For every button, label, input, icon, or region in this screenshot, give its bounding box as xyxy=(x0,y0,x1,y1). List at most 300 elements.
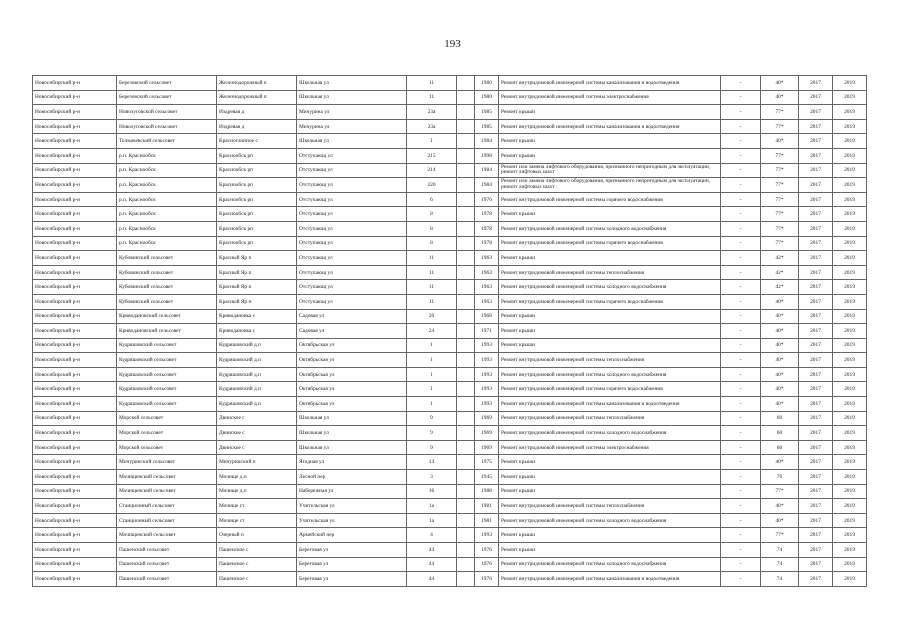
street-cell: Отступающ ул xyxy=(297,148,407,163)
settlement-council-cell: Пашенский сельсовет xyxy=(117,543,217,558)
year-built-cell: 1976 xyxy=(475,543,499,558)
table-row xyxy=(33,251,867,266)
house-number-cell: 44 xyxy=(407,557,457,572)
street-cell: Школьная ул xyxy=(297,134,407,149)
work-type-cell: Ремонт крыши xyxy=(499,528,721,543)
settlement-council-cell: Мочищенский сельсовет xyxy=(117,528,217,543)
district-cell: Новосибирский р-н xyxy=(33,440,117,455)
locality-cell: Краснообск рп xyxy=(217,148,297,163)
house-number-cell: 11 xyxy=(407,265,457,280)
street-cell: Учительская ул xyxy=(297,499,407,514)
wear-percent-cell: 77* xyxy=(761,221,799,236)
wear-percent-cell: 77* xyxy=(761,163,799,178)
house-number-cell: 44 xyxy=(407,543,457,558)
table-row xyxy=(33,192,867,207)
end-year-cell: 2019 xyxy=(833,324,867,339)
building-cell xyxy=(457,324,475,339)
work-type-cell: Ремонт крыши xyxy=(499,309,721,324)
settlement-council-cell: Новолуговской сельсовет xyxy=(117,105,217,120)
table-row xyxy=(33,426,867,441)
district-cell: Новосибирский р-н xyxy=(33,543,117,558)
wear-percent-cell: 40* xyxy=(761,367,799,382)
building-cell xyxy=(457,543,475,558)
amount-cell: - xyxy=(721,119,761,134)
work-type-cell: Ремонт крыши xyxy=(499,148,721,163)
amount-cell: - xyxy=(721,543,761,558)
year-built-cell: 1969 xyxy=(475,440,499,455)
street-cell: Школьная ул xyxy=(297,76,407,91)
end-year-cell: 2019 xyxy=(833,236,867,251)
end-year-cell: 2019 xyxy=(833,280,867,295)
house-number-cell: 44 xyxy=(407,572,457,587)
building-cell xyxy=(457,397,475,412)
end-year-cell: 2019 xyxy=(833,192,867,207)
settlement-council-cell: Пашенский сельсовет xyxy=(117,557,217,572)
street-cell: Учительская ул xyxy=(297,513,407,528)
wear-percent-cell: 40* xyxy=(761,309,799,324)
table-row xyxy=(33,382,867,397)
street-cell: Школьная ул xyxy=(297,411,407,426)
street-cell: Отступающ ул xyxy=(297,163,407,178)
settlement-council-cell: Морской сельсовет xyxy=(117,440,217,455)
work-type-cell: Ремонт внутридомовой инженерной системы канализования и водоотведения xyxy=(499,397,721,412)
start-year-cell: 2017 xyxy=(799,207,833,222)
end-year-cell: 2019 xyxy=(833,411,867,426)
house-number-cell: 20 xyxy=(407,309,457,324)
wear-percent-cell: 40* xyxy=(761,397,799,412)
end-year-cell: 2019 xyxy=(833,105,867,120)
end-year-cell: 2019 xyxy=(833,338,867,353)
locality-cell: Красный Яр п xyxy=(217,280,297,295)
end-year-cell: 2019 xyxy=(833,528,867,543)
locality-cell: Мичуринский п xyxy=(217,455,297,470)
house-number-cell: 214 xyxy=(407,163,457,178)
amount-cell: - xyxy=(721,426,761,441)
table-row xyxy=(33,236,867,251)
locality-cell: Криводановка с xyxy=(217,324,297,339)
start-year-cell: 2017 xyxy=(799,528,833,543)
end-year-cell: 2019 xyxy=(833,397,867,412)
wear-percent-cell: 74 xyxy=(761,557,799,572)
district-cell: Новосибирский р-н xyxy=(33,90,117,105)
table-row xyxy=(33,178,867,193)
building-cell xyxy=(457,426,475,441)
wear-percent-cell: 40* xyxy=(761,134,799,149)
wear-percent-cell: 77* xyxy=(761,148,799,163)
building-cell xyxy=(457,382,475,397)
district-cell: Новосибирский р-н xyxy=(33,221,117,236)
settlement-council-cell: р.п. Краснообск xyxy=(117,236,217,251)
year-built-cell: 1976 xyxy=(475,192,499,207)
work-type-cell: Ремонт крыши xyxy=(499,455,721,470)
district-cell: Новосибирский р-н xyxy=(33,294,117,309)
amount-cell: - xyxy=(721,163,761,178)
amount-cell: - xyxy=(721,207,761,222)
work-type-cell: Ремонт внутридомовой инженерной системы теплоснабжения xyxy=(499,499,721,514)
street-cell: Школьная ул xyxy=(297,90,407,105)
table-row xyxy=(33,572,867,587)
amount-cell: - xyxy=(721,367,761,382)
house-number-cell: 1 xyxy=(407,397,457,412)
building-cell xyxy=(457,134,475,149)
street-cell: Набережная ул xyxy=(297,484,407,499)
start-year-cell: 2017 xyxy=(799,309,833,324)
start-year-cell: 2017 xyxy=(799,294,833,309)
locality-cell: Двинское с xyxy=(217,411,297,426)
street-cell: Отступающ ул xyxy=(297,251,407,266)
amount-cell: - xyxy=(721,572,761,587)
settlement-council-cell: р.п. Краснообск xyxy=(117,178,217,193)
wear-percent-cell: 77* xyxy=(761,192,799,207)
locality-cell: Мочище ст xyxy=(217,499,297,514)
wear-percent-cell: 40* xyxy=(761,499,799,514)
amount-cell: - xyxy=(721,251,761,266)
table-row xyxy=(33,90,867,105)
work-type-cell: Ремонт внутридомовой инженерной системы холодного водоснабжения xyxy=(499,221,721,236)
house-number-cell: 1 xyxy=(407,367,457,382)
year-built-cell: 1968 xyxy=(475,309,499,324)
work-type-cell: Ремонт внутридомовой инженерной системы холодного водоснабжения xyxy=(499,367,721,382)
settlement-council-cell: Кубовинский сельсовет xyxy=(117,265,217,280)
work-type-cell: Ремонт крыши xyxy=(499,105,721,120)
start-year-cell: 2017 xyxy=(799,90,833,105)
building-cell xyxy=(457,455,475,470)
work-type-cell: Ремонт внутридомовой инженерной системы горячего водоснабжения xyxy=(499,192,721,207)
year-built-cell: 1984 xyxy=(475,134,499,149)
settlement-council-cell: Мичуринский сельсовет xyxy=(117,455,217,470)
amount-cell: - xyxy=(721,236,761,251)
district-cell: Новосибирский р-н xyxy=(33,178,117,193)
settlement-council-cell: Кудряшовский сельсовет xyxy=(117,353,217,368)
house-number-cell: 11 xyxy=(407,76,457,91)
settlement-council-cell: Морской сельсовет xyxy=(117,426,217,441)
street-cell: Ягодная ул xyxy=(297,455,407,470)
locality-cell: Кудряшовский д.п xyxy=(217,367,297,382)
house-number-cell: 1 xyxy=(407,382,457,397)
end-year-cell: 2019 xyxy=(833,513,867,528)
district-cell: Новосибирский р-н xyxy=(33,192,117,207)
house-number-cell: 9 xyxy=(407,411,457,426)
building-cell xyxy=(457,309,475,324)
start-year-cell: 2017 xyxy=(799,484,833,499)
locality-cell: Пашенское с xyxy=(217,557,297,572)
settlement-council-cell: р.п. Краснообск xyxy=(117,207,217,222)
house-number-cell: 6 xyxy=(407,192,457,207)
settlement-council-cell: Кубовинский сельсовет xyxy=(117,251,217,266)
building-cell xyxy=(457,528,475,543)
start-year-cell: 2017 xyxy=(799,499,833,514)
wear-percent-cell: 42* xyxy=(761,265,799,280)
table-row xyxy=(33,440,867,455)
district-cell: Новосибирский р-н xyxy=(33,134,117,149)
settlement-council-cell: Новолуговской сельсовет xyxy=(117,119,217,134)
table-row xyxy=(33,105,867,120)
district-cell: Новосибирский р-н xyxy=(33,265,117,280)
wear-percent-cell: 77* xyxy=(761,105,799,120)
year-built-cell: 1984 xyxy=(475,178,499,193)
end-year-cell: 2019 xyxy=(833,119,867,134)
street-cell: Октябрьская ул xyxy=(297,353,407,368)
house-number-cell: 11 xyxy=(407,251,457,266)
locality-cell: Кудряшовский д.п xyxy=(217,382,297,397)
work-type-cell: Ремонт крыши xyxy=(499,134,721,149)
locality-cell: Кудряшовский д.п xyxy=(217,397,297,412)
work-type-cell: Ремонт внутридомовой инженерной системы холодного водоснабжения xyxy=(499,280,721,295)
locality-cell: Железнодорожный п xyxy=(217,90,297,105)
amount-cell: - xyxy=(721,280,761,295)
repair-registry-table xyxy=(32,75,867,587)
year-built-cell: 1976 xyxy=(475,572,499,587)
district-cell: Новосибирский р-н xyxy=(33,411,117,426)
district-cell: Новосибирский р-н xyxy=(33,324,117,339)
wear-percent-cell: 42* xyxy=(761,251,799,266)
settlement-council-cell: Кудряшовский сельсовет xyxy=(117,338,217,353)
start-year-cell: 2017 xyxy=(799,338,833,353)
table-row xyxy=(33,76,867,91)
work-type-cell: Ремонт внутридомовой инженерной системы теплоснабжения xyxy=(499,411,721,426)
amount-cell: - xyxy=(721,90,761,105)
district-cell: Новосибирский р-н xyxy=(33,76,117,91)
house-number-cell: 1 xyxy=(407,134,457,149)
amount-cell: - xyxy=(721,455,761,470)
amount-cell: - xyxy=(721,265,761,280)
locality-cell: Красный Яр п xyxy=(217,294,297,309)
work-type-cell: Ремонт внутридомовой инженерной системы холодного водоснабжения xyxy=(499,426,721,441)
house-number-cell: 14 xyxy=(407,455,457,470)
district-cell: Новосибирский р-н xyxy=(33,280,117,295)
district-cell: Новосибирский р-н xyxy=(33,207,117,222)
street-cell: Октябрьская ул xyxy=(297,338,407,353)
locality-cell: Издревая д xyxy=(217,119,297,134)
locality-cell: Кудряшовский д.п xyxy=(217,338,297,353)
building-cell xyxy=(457,513,475,528)
wear-percent-cell: 40* xyxy=(761,90,799,105)
work-type-cell: Ремонт крыши xyxy=(499,484,721,499)
building-cell xyxy=(457,367,475,382)
house-number-cell: 16 xyxy=(407,484,457,499)
house-number-cell: 11 xyxy=(407,90,457,105)
end-year-cell: 2019 xyxy=(833,309,867,324)
settlement-council-cell: р.п. Краснообск xyxy=(117,221,217,236)
building-cell xyxy=(457,148,475,163)
locality-cell: Пашенское с xyxy=(217,572,297,587)
year-built-cell: 1969 xyxy=(475,411,499,426)
house-number-cell: 220 xyxy=(407,178,457,193)
wear-percent-cell: 40* xyxy=(761,76,799,91)
building-cell xyxy=(457,440,475,455)
table-row xyxy=(33,207,867,222)
year-built-cell: 1985 xyxy=(475,119,499,134)
amount-cell: - xyxy=(721,411,761,426)
year-built-cell: 1963 xyxy=(475,265,499,280)
table-row xyxy=(33,309,867,324)
start-year-cell: 2017 xyxy=(799,105,833,120)
settlement-council-cell: Станционный сельсовет xyxy=(117,499,217,514)
district-cell: Новосибирский р-н xyxy=(33,470,117,485)
locality-cell: Краснообск рп xyxy=(217,236,297,251)
start-year-cell: 2017 xyxy=(799,148,833,163)
district-cell: Новосибирский р-н xyxy=(33,163,117,178)
district-cell: Новосибирский р-н xyxy=(33,236,117,251)
settlement-council-cell: р.п. Краснообск xyxy=(117,148,217,163)
wear-percent-cell: 40* xyxy=(761,324,799,339)
street-cell: Октябрьская ул xyxy=(297,382,407,397)
end-year-cell: 2019 xyxy=(833,426,867,441)
start-year-cell: 2017 xyxy=(799,76,833,91)
year-built-cell: 1945 xyxy=(475,470,499,485)
house-number-cell: 8 xyxy=(407,236,457,251)
district-cell: Новосибирский р-н xyxy=(33,148,117,163)
end-year-cell: 2019 xyxy=(833,76,867,91)
work-type-cell: Ремонт или замена лифтового оборудования, признанного непригодным для эксплуатации, ремонт лифтовых шахт xyxy=(499,178,721,193)
locality-cell: Издревая д xyxy=(217,105,297,120)
house-number-cell: 1 xyxy=(407,338,457,353)
street-cell: Садовая ул xyxy=(297,324,407,339)
district-cell: Новосибирский р-н xyxy=(33,353,117,368)
end-year-cell: 2019 xyxy=(833,148,867,163)
year-built-cell: 1978 xyxy=(475,221,499,236)
end-year-cell: 2019 xyxy=(833,353,867,368)
end-year-cell: 2019 xyxy=(833,484,867,499)
page-number: 193 xyxy=(444,38,461,50)
table-row xyxy=(33,367,867,382)
year-built-cell: 1963 xyxy=(475,251,499,266)
work-type-cell: Ремонт внутридомовой инженерной системы горячего водоснабжения xyxy=(499,294,721,309)
district-cell: Новосибирский р-н xyxy=(33,572,117,587)
amount-cell: - xyxy=(721,484,761,499)
house-number-cell: 23а xyxy=(407,105,457,120)
table-row xyxy=(33,280,867,295)
end-year-cell: 2019 xyxy=(833,557,867,572)
locality-cell: Мочище д.п xyxy=(217,484,297,499)
settlement-council-cell: Мочищенский сельсовет xyxy=(117,484,217,499)
amount-cell: - xyxy=(721,148,761,163)
table-row xyxy=(33,513,867,528)
district-cell: Новосибирский р-н xyxy=(33,382,117,397)
building-cell xyxy=(457,499,475,514)
start-year-cell: 2017 xyxy=(799,192,833,207)
locality-cell: Железнодорожный п xyxy=(217,76,297,91)
street-cell: Отступающ ул xyxy=(297,221,407,236)
table-row xyxy=(33,499,867,514)
work-type-cell: Ремонт внутридомовой инженерной системы холодного водоснабжения xyxy=(499,513,721,528)
amount-cell: - xyxy=(721,134,761,149)
amount-cell: - xyxy=(721,338,761,353)
start-year-cell: 2017 xyxy=(799,134,833,149)
building-cell xyxy=(457,353,475,368)
house-number-cell: 4 xyxy=(407,528,457,543)
locality-cell: Криводановка с xyxy=(217,309,297,324)
end-year-cell: 2019 xyxy=(833,499,867,514)
settlement-council-cell: Станционный сельсовет xyxy=(117,513,217,528)
start-year-cell: 2017 xyxy=(799,265,833,280)
start-year-cell: 2017 xyxy=(799,163,833,178)
amount-cell: - xyxy=(721,499,761,514)
locality-cell: Краснообск рп xyxy=(217,221,297,236)
locality-cell: Краснообск рп xyxy=(217,207,297,222)
wear-percent-cell: 74 xyxy=(761,572,799,587)
table-row xyxy=(33,353,867,368)
street-cell: Береговая ул xyxy=(297,572,407,587)
start-year-cell: 2017 xyxy=(799,178,833,193)
work-type-cell: Ремонт внутридомовой инженерной системы теплоснабжения xyxy=(499,353,721,368)
district-cell: Новосибирский р-н xyxy=(33,557,117,572)
work-type-cell: Ремонт крыши xyxy=(499,251,721,266)
end-year-cell: 2019 xyxy=(833,440,867,455)
building-cell xyxy=(457,557,475,572)
work-type-cell: Ремонт внутридомовой инженерной системы горячего водоснабжения xyxy=(499,382,721,397)
locality-cell: Красноглинное с xyxy=(217,134,297,149)
start-year-cell: 2017 xyxy=(799,426,833,441)
district-cell: Новосибирский р-н xyxy=(33,251,117,266)
start-year-cell: 2017 xyxy=(799,513,833,528)
street-cell: Отступающ ул xyxy=(297,294,407,309)
amount-cell: - xyxy=(721,294,761,309)
wear-percent-cell: 70 xyxy=(761,470,799,485)
settlement-council-cell: Толмачевский сельсовет xyxy=(117,134,217,149)
end-year-cell: 2019 xyxy=(833,163,867,178)
building-cell xyxy=(457,178,475,193)
work-type-cell: Ремонт внутридомовой инженерной системы канализования и водоотведения xyxy=(499,572,721,587)
locality-cell: Двинское с xyxy=(217,440,297,455)
street-cell: Октябрьская ул xyxy=(297,397,407,412)
work-type-cell: Ремонт внутридомовой инженерной системы канализования и водоотведения xyxy=(499,76,721,91)
wear-percent-cell: 77* xyxy=(761,236,799,251)
end-year-cell: 2019 xyxy=(833,251,867,266)
street-cell: Отступающ ул xyxy=(297,280,407,295)
street-cell: Армейский пер xyxy=(297,528,407,543)
locality-cell: Мочище д.п xyxy=(217,470,297,485)
street-cell: Береговая ул xyxy=(297,557,407,572)
building-cell xyxy=(457,163,475,178)
amount-cell: - xyxy=(721,513,761,528)
end-year-cell: 2019 xyxy=(833,572,867,587)
building-cell xyxy=(457,192,475,207)
end-year-cell: 2019 xyxy=(833,455,867,470)
year-built-cell: 1976 xyxy=(475,557,499,572)
table-row xyxy=(33,163,867,178)
locality-cell: Краснообск рп xyxy=(217,192,297,207)
street-cell: Садовая ул xyxy=(297,309,407,324)
settlement-council-cell: Кубовинский сельсовет xyxy=(117,280,217,295)
settlement-council-cell: Березовский сельсовет xyxy=(117,90,217,105)
table-row xyxy=(33,134,867,149)
locality-cell: Кудряшовский д.п xyxy=(217,353,297,368)
district-cell: Новосибирский р-н xyxy=(33,455,117,470)
building-cell xyxy=(457,105,475,120)
settlement-council-cell: Кудряшовский сельсовет xyxy=(117,397,217,412)
locality-cell: Озерный п xyxy=(217,528,297,543)
end-year-cell: 2019 xyxy=(833,382,867,397)
end-year-cell: 2019 xyxy=(833,265,867,280)
settlement-council-cell: Кубовинский сельсовет xyxy=(117,294,217,309)
building-cell xyxy=(457,280,475,295)
amount-cell: - xyxy=(721,470,761,485)
building-cell xyxy=(457,470,475,485)
start-year-cell: 2017 xyxy=(799,440,833,455)
start-year-cell: 2017 xyxy=(799,397,833,412)
settlement-council-cell: Морской сельсовет xyxy=(117,411,217,426)
wear-percent-cell: 77* xyxy=(761,178,799,193)
house-number-cell: 1а xyxy=(407,499,457,514)
building-cell xyxy=(457,294,475,309)
building-cell xyxy=(457,221,475,236)
building-cell xyxy=(457,119,475,134)
district-cell: Новосибирский р-н xyxy=(33,119,117,134)
table-row xyxy=(33,411,867,426)
year-built-cell: 1993 xyxy=(475,397,499,412)
year-built-cell: 1985 xyxy=(475,105,499,120)
